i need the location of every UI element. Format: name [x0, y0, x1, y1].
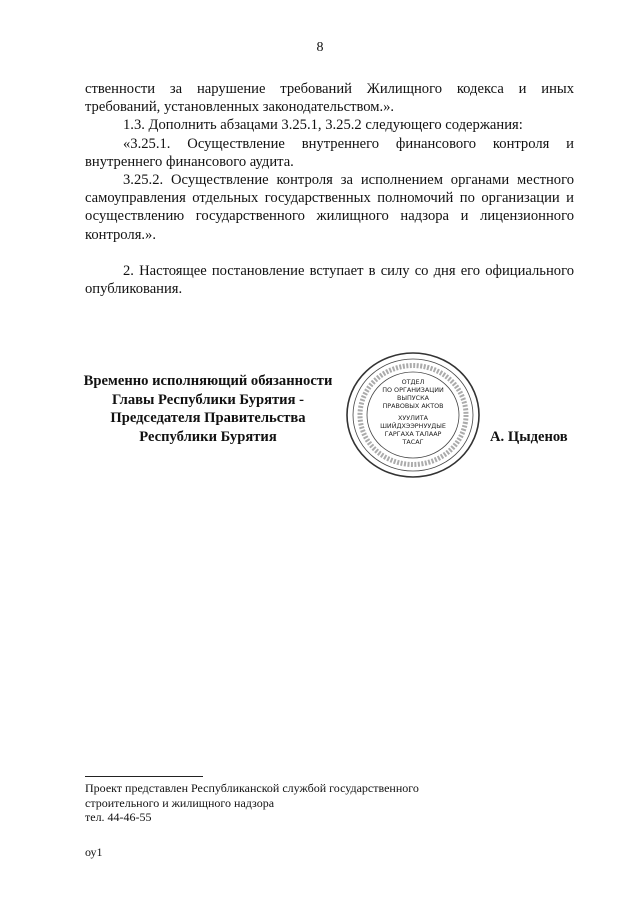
paragraph-1-3: 1.3. Дополнить абзацами 3.25.1, 3.25.2 следующего содержания:	[123, 117, 523, 134]
paragraph-continuation: ственности за нарушение требований Жилищного кодекса и иных требований, установленных законодательством.».	[85, 81, 574, 116]
paragraph-3-25-2: 3.25.2. Осуществление контроля за исполнением органами местного самоуправления отдельных государственных полномочий по организации и осуществлению государственного жилищного надзора и лицензионного контроля.».	[85, 172, 574, 243]
signatory-title-line: Временно исполняющий обязанности	[83, 373, 333, 389]
stamp-text-line: ПО ОРГАНИЗАЦИИ	[382, 386, 444, 394]
footnote-line: Проект представлен Республиканской службой государственного	[85, 781, 419, 795]
footnote-phone: тел. 44-46-55	[85, 810, 152, 824]
signatory-title	[78, 372, 338, 446]
document-code: оу1	[85, 845, 103, 859]
signatory-title-line: Председателя Правительства	[110, 410, 306, 426]
stamp-text-line: ТАСАГ	[402, 438, 424, 446]
signatory-title-line: Главы Республики Бурятия -	[112, 391, 304, 408]
signatory-name: А. Цыденов	[490, 429, 568, 445]
document-body	[85, 80, 574, 298]
stamp-text-line: ШИЙДХЭЭРНУУДЫЕ	[380, 422, 446, 430]
footnote-line: строительного и жилищного надзора	[85, 795, 275, 810]
signatory-title-line: Республики Бурятия	[139, 428, 277, 445]
paragraph-3-25-1: «3.25.1. Осуществление внутреннего финансового контроля и внутреннего финансового аудита.	[85, 135, 574, 170]
official-seal-stamp	[343, 350, 483, 480]
footnote	[85, 781, 505, 825]
stamp-text-line: ГАРГАХА ТАЛААР	[384, 430, 442, 438]
page-number: 8	[316, 40, 324, 55]
footnote-divider	[85, 776, 203, 777]
stamp-text-line: ПРАВОВЫХ АКТОВ	[382, 402, 444, 410]
stamp-text-line: ВЫПУСКА	[396, 394, 430, 402]
stamp-text-line: ХУУЛИТА	[397, 414, 429, 422]
paragraph-effective-date: 2. Настоящее постановление вступает в силу со дня его официального опубликования.	[85, 262, 574, 298]
stamp-text-line: ОТДЕЛ	[401, 378, 425, 386]
